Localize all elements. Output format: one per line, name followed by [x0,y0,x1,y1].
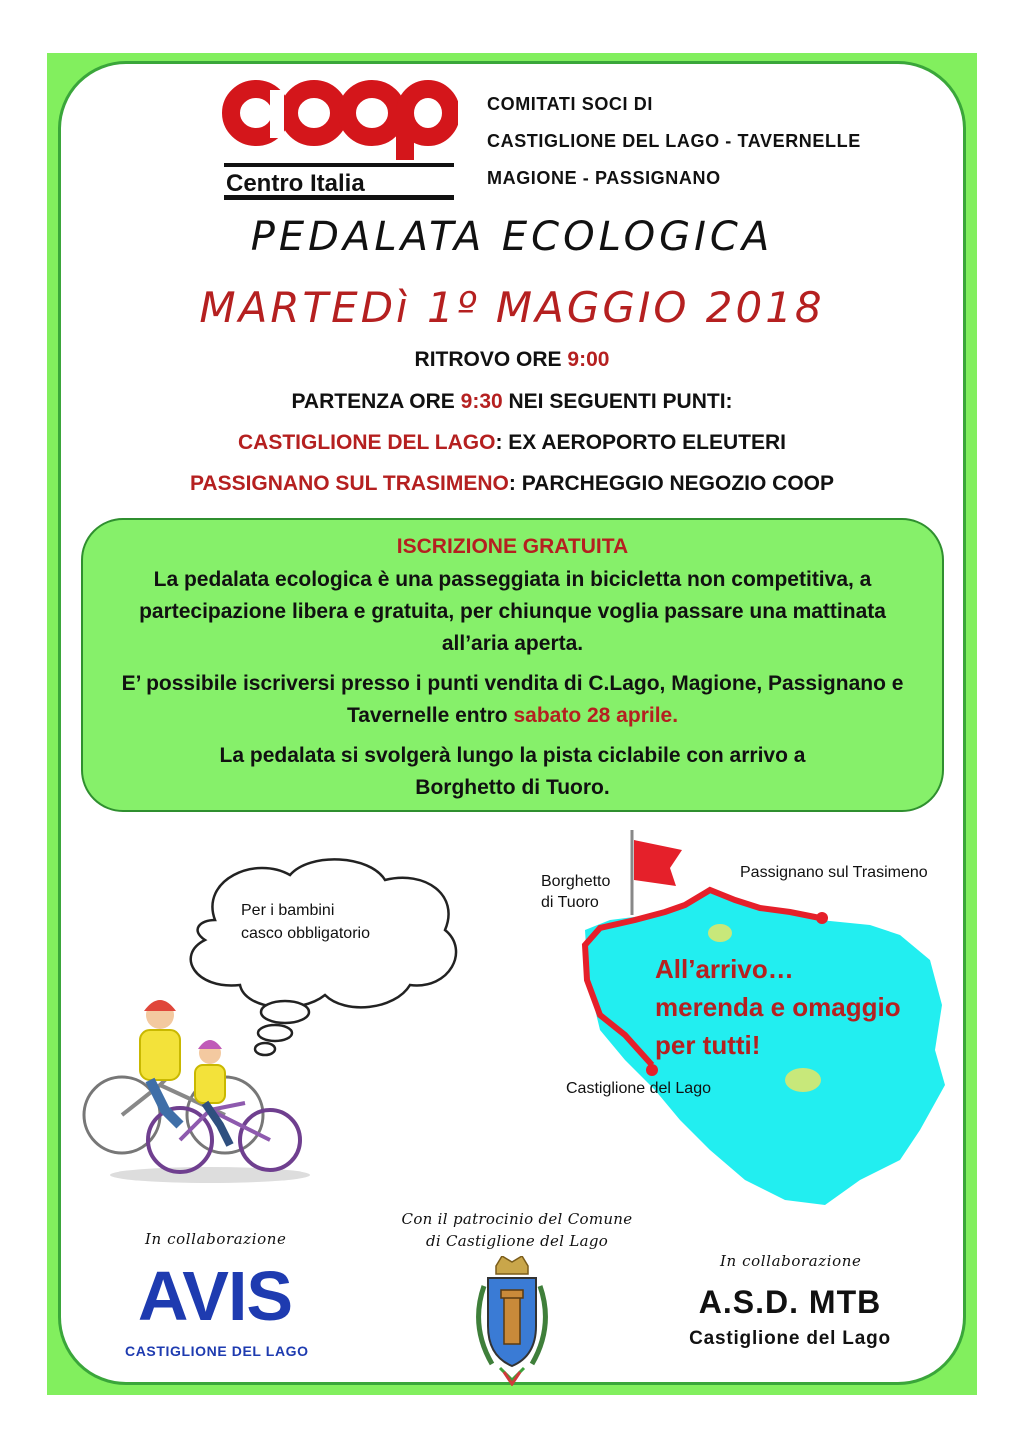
registration-text: La pedalata ecologica è una passeggiata in bicicletta non competitiva, a partecipazione libera e gratuita, per chiunque voglia passare una mattinata all’aria aperta. [139,568,886,655]
finish-flag-icon [634,840,682,886]
start-time-line: PARTENZA ORE 9:30 NEI SEGUENTI PUNTI: [291,390,733,413]
committees-line: COMITATI SOCI DI [487,94,653,114]
thought-cloud-text: Per i bambini casco obbligatorio [241,902,370,942]
registration-deadline: sabato 28 aprile. [513,704,679,727]
start-point [0,472,1024,496]
svg-text:AVIS: AVIS [137,1262,293,1326]
collab-label: In collaborazione [145,1230,287,1248]
asd-name: A.S.D. MTB [698,1284,882,1320]
arrival-note: All’arrivo… merenda e omaggio per tutti! [655,954,901,1060]
municipal-crest-icon [466,1256,558,1386]
registration-box [81,518,944,812]
meet-time-line: RITROVO ORE 9:00 [414,348,610,371]
patronage-text: Con il patrocinio del Comune di Castiglione del Lago [401,1210,633,1250]
committees-line: CASTIGLIONE DEL LAGO - TAVERNELLE [487,131,861,151]
committees-block [487,86,861,197]
collab-label: In collaborazione [720,1252,862,1270]
event-date: MARTEDì 1º MAGGIO 2018 [199,283,825,332]
avis-logo [130,1262,300,1326]
registration-text: La pedalata si svolgerà lungo la pista ciclabile con arrivo a Borghetto di Tuoro. [219,744,806,799]
start-point-place: PASSIGNANO SUL TRASIMENO [189,472,509,495]
start-point-location: : EX AEROPORTO ELEUTERI [495,431,786,454]
committees-line: MAGIONE - PASSIGNANO [487,168,721,188]
avis-subtitle: CASTIGLIONE DEL LAGO [125,1343,309,1359]
cyclists-illustration [80,975,310,1185]
start-time: 9:30 [460,390,503,413]
coop-subtitle: Centro Italia [226,170,365,197]
coop-logo [222,70,458,202]
meet-time: 9:00 [567,348,610,371]
route-endpoint [646,1064,658,1076]
map-label-borghetto: Borghetto di Tuoro [541,873,611,911]
registration-heading: ISCRIZIONE GRATUITA [396,535,629,558]
map-label-castiglione: Castiglione del Lago [566,1080,711,1097]
island [785,1068,821,1092]
start-point-location: : PARCHEGGIO NEGOZIO COOP [508,472,835,495]
event-title: PEDALATA ECOLOGICA [250,214,774,260]
asd-subtitle: Castiglione del Lago [689,1328,891,1349]
start-point-place: CASTIGLIONE DEL LAGO [237,431,496,454]
island [708,924,732,942]
map-label-passignano: Passignano sul Trasimeno [740,864,928,881]
route-endpoint [816,912,828,924]
start-point [0,431,1024,455]
registration-text: E’ possibile iscriversi presso i punti vendita di C.Lago, Magione, Passignano e Tavernelle entro sabato 28 aprile. [121,672,904,727]
